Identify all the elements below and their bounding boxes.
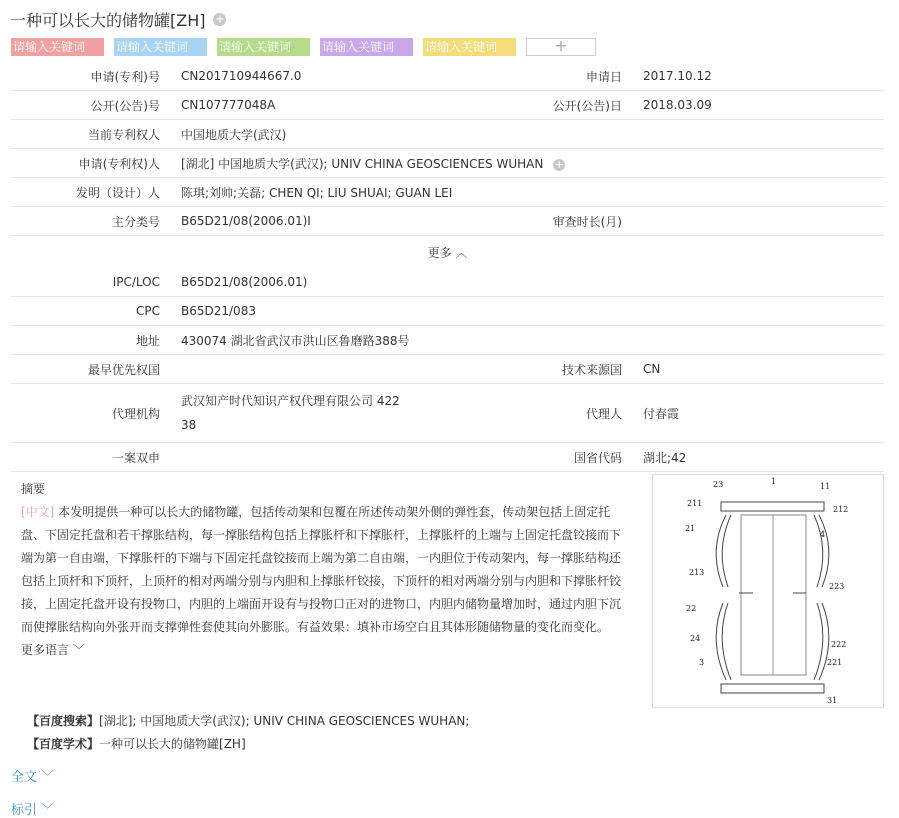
applicant-text: [湖北] 中国地质大学(武汉); UNIV CHINA GEOSCIENCES WUHAN: [181, 156, 544, 171]
table-row: [11, 178, 884, 207]
more-language-toggle[interactable]: [21, 641, 631, 658]
more-label: 更多: [427, 245, 452, 260]
keyword-bar: [11, 38, 596, 56]
field-label: IPC/LOC: [11, 268, 181, 297]
field-label: 代理人: [536, 384, 643, 443]
more-toggle[interactable]: [428, 246, 468, 260]
chevron-down-icon: ﹀: [41, 803, 55, 818]
table-row: [11, 326, 884, 355]
field-value: 2017.10.12: [643, 62, 884, 91]
baidu-search-link[interactable]: 【百度搜索】: [27, 714, 100, 728]
field-value: [181, 355, 536, 384]
patent-info-table: [11, 62, 884, 472]
field-value: [181, 149, 884, 178]
field-label: 国省代码: [536, 443, 643, 472]
bottom-plate: [721, 684, 824, 693]
drawing-label: 3: [699, 658, 705, 667]
abstract-text: 本发明提供一种可以长大的储物罐，包括传动架和包覆在所述传动架外侧的弹性套，传动架包括上固定托盘、下固定托盘和若干撑胀结构，每一撑胀结构包括上撑胀杆和下撑胀杆，上撑胀杆的上端与上固定托盘铰接而下端为第一自由端，下撑胀杆的下端与下固定托盘铰接而上端为第二自由端，一内胆位于传动架内，每一撑胀结构还包括上顶杆和下顶杆，上顶杆的相对两端分别与内胆和上撑胀杆铰接，下顶杆的相对两端分别与内胆和下撑胀杆铰接，上固定托盘开设有投物口，内胆的上端面开设有与投物口正对的进物口，内胆内储物量增加时，通过内胆下沉而使撑胀结构向外张开而支撑弹性套使其向外膨胀。有益效果：填补市场空白且其体形随储物量的变化而变化。: [21, 505, 622, 634]
field-label: 技术来源国: [536, 355, 643, 384]
field-label: 最早优先权国: [11, 355, 181, 384]
field-value: [181, 384, 536, 443]
add-icon[interactable]: +: [214, 12, 226, 26]
agency-line-2: 38: [181, 418, 197, 432]
field-label: 公开(公告)日: [536, 91, 643, 120]
top-plate: [721, 502, 824, 511]
table-row: [11, 120, 884, 149]
field-label: 申请(专利权)人: [11, 149, 181, 178]
drawing-label: 22: [686, 604, 697, 613]
abstract-body: [21, 501, 631, 639]
table-row: [11, 443, 884, 472]
more-row: [11, 236, 884, 269]
add-keyword-button[interactable]: +: [526, 38, 596, 56]
language-tag: [中文]: [21, 505, 55, 519]
field-label: 地址: [11, 326, 181, 355]
field-value: 430074 湖北省武汉市洪山区鲁磨路388号: [181, 326, 884, 355]
page-title: [10, 8, 226, 31]
field-value: 付春霞: [643, 384, 884, 443]
add-icon[interactable]: +: [554, 157, 564, 171]
search-links: [27, 710, 469, 756]
field-value: 2018.03.09: [643, 91, 884, 120]
table-row: [11, 207, 884, 236]
keyword-input-2[interactable]: 请输入关键词: [114, 38, 207, 56]
field-value: 陈琪;刘帅;关磊; CHEN QI; LIU SHUAI; GUAN LEI: [181, 178, 884, 207]
left-upper-rod-inner: [722, 515, 731, 587]
field-label: 审查时长(月): [536, 207, 643, 236]
table-row: [11, 384, 884, 443]
field-value: 湖北;42: [643, 443, 884, 472]
drawing-label: 223: [829, 582, 845, 591]
abstract-section: [21, 480, 631, 658]
left-lower-rod-inner: [722, 603, 731, 680]
table-row: [11, 297, 884, 326]
keyword-input-5[interactable]: 请输入关键词: [423, 38, 516, 56]
field-value: [643, 207, 884, 236]
baidu-scholar-text[interactable]: 一种可以长大的储物罐[ZH]: [99, 737, 246, 751]
field-label: 发明（设计）人: [11, 178, 181, 207]
field-value: [181, 443, 536, 472]
tab-label: 全文: [11, 770, 38, 785]
field-label: 代理机构: [11, 384, 181, 443]
table-row: [11, 62, 884, 91]
field-value: B65D21/08(2006.01)I: [181, 207, 536, 236]
baidu-scholar-link[interactable]: 【百度学术】: [27, 737, 100, 751]
right-lower-rod-inner: [814, 603, 823, 680]
keyword-input-3[interactable]: 请输入关键词: [217, 38, 310, 56]
field-label: 一案双申: [11, 443, 181, 472]
field-label: CPC: [11, 297, 181, 326]
chevron-down-icon: ﹀: [72, 643, 85, 657]
field-value: 中国地质大学(武汉): [181, 120, 884, 149]
field-value: CN: [643, 355, 884, 384]
baidu-search-text[interactable]: [湖北]; 中国地质大学(武汉); UNIV CHINA GEOSCIENCES WUHAN;: [99, 714, 470, 728]
table-row: [11, 355, 884, 384]
baidu-scholar-row: [27, 733, 469, 756]
field-label: 申请日: [536, 62, 643, 91]
baidu-search-row: [27, 710, 469, 733]
field-value: CN107777048A: [181, 91, 536, 120]
title-text: 一种可以长大的储物罐[ZH]: [10, 11, 206, 30]
table-row: [11, 149, 884, 178]
table-row: [11, 91, 884, 120]
field-label: 申请(专利)号: [11, 62, 181, 91]
field-label: 主分类号: [11, 207, 181, 236]
field-value: CN201710944667.0: [181, 62, 536, 91]
right-upper-rod-inner: [814, 515, 826, 587]
field-value: B65D21/083: [181, 297, 884, 326]
tab-index[interactable]: [11, 799, 54, 818]
patent-drawing[interactable]: [652, 474, 884, 708]
drawing-label: 222: [831, 640, 847, 649]
field-value: B65D21/08(2006.01): [181, 268, 884, 297]
more-language-label: 更多语言: [21, 643, 70, 657]
drawing-label: 11: [820, 482, 831, 491]
drawing-label: 212: [833, 505, 849, 514]
drawing-label: 4: [820, 530, 826, 539]
drawing-label: 23: [713, 480, 724, 489]
chevron-up-icon: ︿: [455, 245, 468, 260]
keyword-input-1[interactable]: 请输入关键词: [11, 38, 104, 56]
drawing-label: 211: [687, 499, 703, 508]
drawing-label: 24: [690, 634, 701, 643]
drawing-label: 21: [685, 524, 696, 533]
tab-fulltext[interactable]: [11, 766, 54, 785]
drawing-svg: [653, 475, 883, 707]
drawing-label: 1: [771, 477, 777, 486]
table-row: [11, 268, 884, 297]
drawing-label: 31: [827, 696, 838, 705]
drawing-label: 221: [827, 658, 843, 667]
keyword-input-4[interactable]: 请输入关键词: [320, 38, 413, 56]
chevron-down-icon: ﹀: [41, 770, 55, 785]
drawing-label: 213: [689, 568, 705, 577]
field-label: 公开(公告)号: [11, 91, 181, 120]
tab-label: 标引: [11, 803, 38, 818]
field-label: 当前专利权人: [11, 120, 181, 149]
abstract-heading: 摘要: [21, 482, 46, 496]
agency-line-1: 武汉知产时代知识产权代理有限公司 422: [181, 394, 400, 408]
